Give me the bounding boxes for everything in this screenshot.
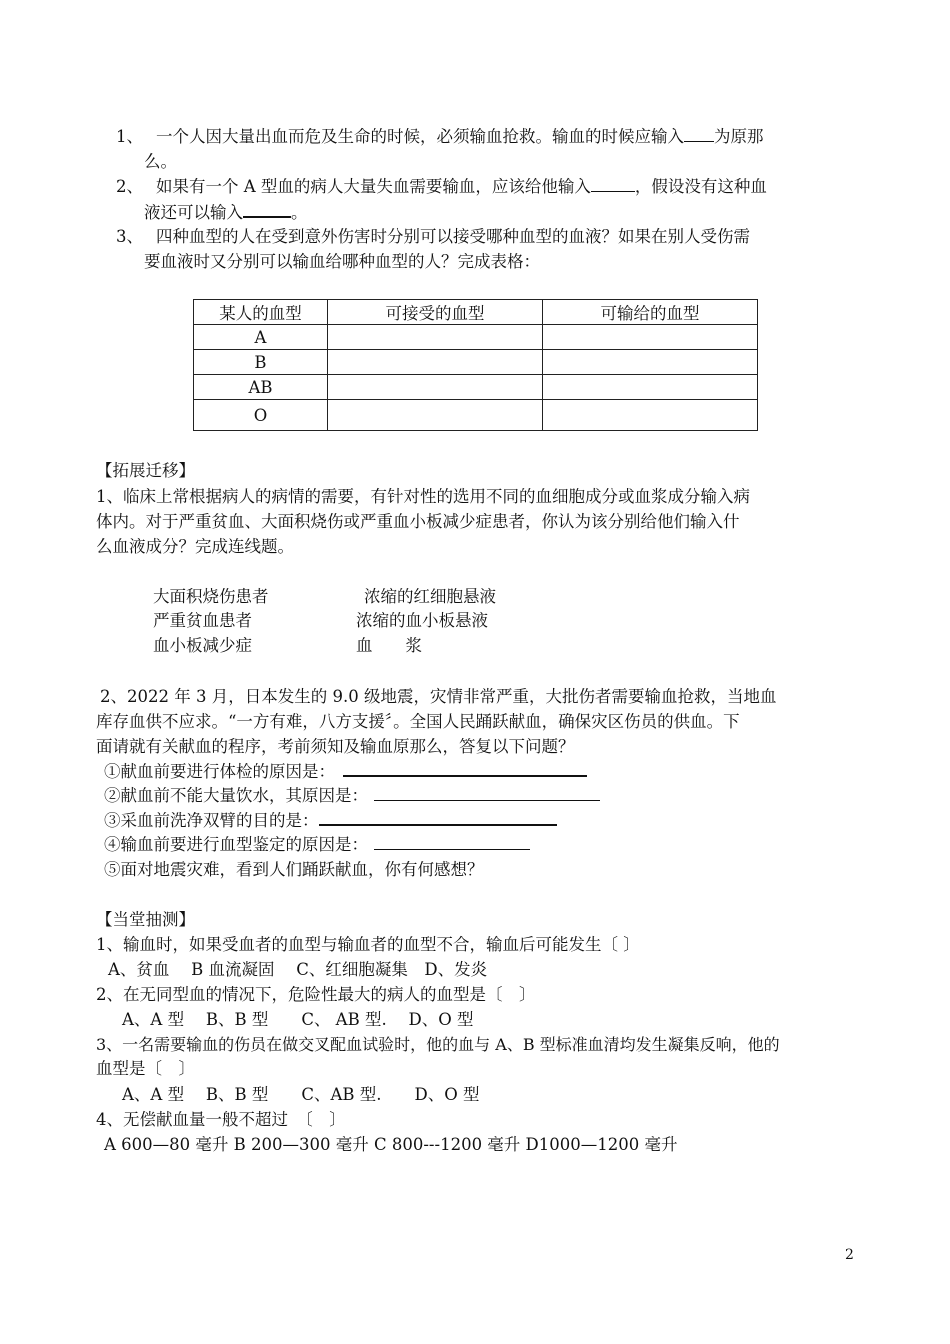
answer-cell[interactable] [328, 325, 543, 350]
question-3-line-2: 要血液时又分别可以输血给哪种血型的人？完成表格： [144, 252, 540, 271]
answer-cell[interactable] [543, 325, 758, 350]
blood-type-cell: O [194, 400, 328, 431]
table-header-cell: 某人的血型 [194, 300, 328, 325]
quiz-q2-options: A、A 型 B、B 型 C、 AB 型. D、O 型 [122, 1010, 474, 1029]
table-header-cell: 可输给的血型 [543, 300, 758, 325]
answer-cell[interactable] [328, 375, 543, 400]
question-2-line-1: 2、 如果有一个 A 型血的病人大量失血需要输血，应该给他输入 ，假设没有这种血 [116, 175, 767, 199]
page-number: 2 [845, 1247, 854, 1263]
blood-type-table [193, 299, 758, 431]
answer-blank [243, 200, 291, 218]
question-1-line-1: 1、 一个人因大量出血而危及生命的时候，必须输血抢救。输血的时候应输入 为原那 [116, 125, 764, 149]
blood-type-cell: AB [194, 375, 328, 400]
sub-question-4: ④输血前要进行血型鉴定的原因是： [104, 833, 530, 857]
match-left-3: 血小板减少症 [153, 636, 252, 655]
blood-type-cell: A [194, 325, 328, 350]
question-1-line-2: 么。 [144, 152, 177, 171]
question-2-number: 2、 [116, 177, 143, 196]
match-left-2: 严重贫血患者 [153, 611, 252, 630]
quiz-title: 【当堂抽测】 [96, 910, 195, 929]
quiz-q1: 1、输血时，如果受血者的血型与输血者的血型不合，输血后可能发生〔 〕 [96, 935, 640, 954]
question-2-line-2: 液还可以输入 。 [144, 200, 308, 225]
sub-question-1: ①献血前要进行体检的原因是： [104, 759, 587, 784]
answer-blank[interactable] [374, 784, 600, 801]
sub-question-2: ②献血前不能大量饮水，其原因是： [104, 784, 600, 808]
match-left-1: 大面积烧伤患者 [153, 587, 269, 606]
answer-blank[interactable] [343, 759, 587, 777]
answer-cell[interactable] [328, 400, 543, 431]
answer-blank[interactable] [319, 808, 557, 826]
answer-blank [684, 125, 714, 142]
question-3-number: 3、 [116, 227, 143, 246]
answer-cell[interactable] [543, 400, 758, 431]
expansion-q2-line-2: 库存血供不应求。“一方有难，八方支援〞。全国人民踊跃献血，确保灾区伤员的供血。下 [96, 712, 740, 731]
table-row [194, 325, 758, 350]
answer-blank [591, 175, 635, 192]
expansion-title: 【拓展迁移】 [96, 461, 195, 480]
quiz-q3-line-1: 3、一名需要输血的伤员在做交叉配血试验时，他的血与 A、B 型标准血清均发生凝集反响，他的 [96, 1035, 780, 1054]
question-3-line-1: 3、 四种血型的人在受到意外伤害时分别可以接受哪种血型的血液？如果在别人受伤需 [116, 225, 750, 249]
expansion-q1-line-3: 么血液成分？完成连线题。 [96, 537, 294, 556]
expansion-q2-line-3: 面请就有关献血的程序，考前须知及输血原那么，答复以下问题？ [96, 737, 575, 756]
match-right-3: 血 浆 [356, 636, 422, 655]
expansion-q1-line-2: 体内。对于严重贫血、大面积烧伤或严重血小板减少症患者，你认为该分别给他们输入什 [96, 512, 740, 531]
blood-type-cell: B [194, 350, 328, 375]
answer-cell[interactable] [543, 375, 758, 400]
expansion-q2-line-1: 2、2022 年 3 月，日本发生的 9.0 级地震，灾情非常严重，大批伤者需要输血抢救，当地血 [100, 687, 777, 706]
quiz-q2: 2、在无同型血的情况下，危险性最大的病人的血型是〔 〕 [96, 985, 536, 1004]
answer-blank[interactable] [374, 833, 530, 850]
answer-cell[interactable] [328, 350, 543, 375]
table-header-cell: 可接受的血型 [328, 300, 543, 325]
expansion-q1-line-1: 1、临床上常根据病人的病情的需要，有针对性的选用不同的血细胞成分或血浆成分输入病 [96, 487, 750, 506]
table-row [194, 350, 758, 375]
match-right-1: 浓缩的红细胞悬液 [364, 587, 496, 606]
sub-question-3: ③采血前洗净双臂的目的是： [104, 808, 557, 833]
quiz-q3-options: A、A 型 B、B 型 C、AB 型. D、O 型 [122, 1085, 480, 1104]
table-row [194, 400, 758, 431]
quiz-q4-options: A 600—80 毫升 B 200—300 毫升 C 800---1200 毫升 D1000—1200 毫升 [104, 1135, 678, 1154]
table-header-row [194, 300, 758, 325]
sub-question-5: ⑤面对地震灾难，看到人们踊跃献血，你有何感想？ [104, 860, 484, 879]
question-1-number: 1、 [116, 127, 143, 146]
table-row [194, 375, 758, 400]
answer-cell[interactable] [543, 350, 758, 375]
quiz-q4: 4、无偿献血量一般不超过 〔 〕 [96, 1110, 346, 1129]
quiz-q3-line-2: 血型是〔 〕 [96, 1059, 195, 1078]
match-right-2: 浓缩的血小板悬液 [356, 611, 488, 630]
quiz-q1-options: A、贫血 B 血流凝固 C、红细胞凝集 D、发炎 [108, 960, 488, 979]
